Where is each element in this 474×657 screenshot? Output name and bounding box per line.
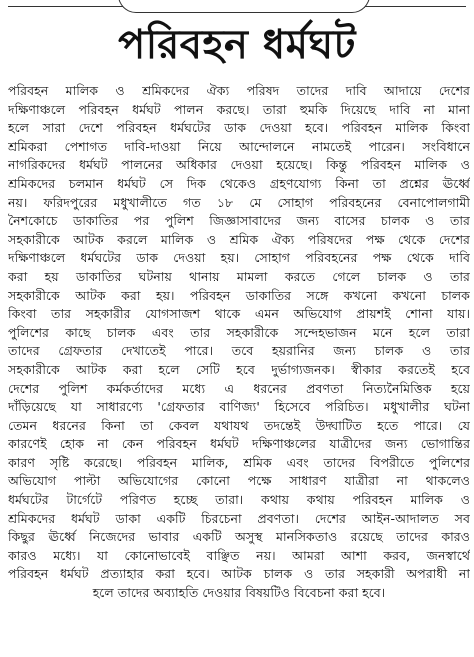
article-line: পরিবহন মালিক ও শ্রমিকদের ঐক্য পরিষদ তাদের দাবি আদায়ে দেশের — [8, 83, 470, 98]
article-line: পরিবহন ধর্মঘট প্রত্যাহার করা হবে। আটক চালক ও তার সহকারী অপরাধী না — [8, 566, 470, 582]
article-line: পুলিশের কাছে চালক এবং তার সহকারীকে সন্দেহভাজন মনে হলে তারা — [8, 324, 470, 340]
article-line: অভিযোগ পাল্টা অভিযোগের কোনো পক্ষে সাধারণ যাত্রীরা না থাকলেও — [8, 473, 470, 489]
article-line: কারণ সৃষ্টি করেছে। পরিবহন মালিক, শ্রমিক এবং তাদের বিপরীতে পুলিশের — [8, 454, 470, 470]
article-line: কারণেই হোক না কেন পরিবহন ধর্মঘট দক্ষিণাঞ্চলের যাত্রীদের জন্য ভোগান্তির — [8, 436, 470, 452]
article-line: সহকারীকে আটক করা হলে সেটি হবে দুর্ভাগ্যজনক। স্বীকার করতেই হবে — [8, 361, 470, 377]
article-line: তাদের গ্রেফতার দেখাতেই পারে। তবে হয়রানির জন্য চালক ও তার — [8, 343, 470, 359]
article-line: নৈশকোচে ডাকাতির পর পুলিশ জিজ্ঞাসাবাদের জন্য বাসের চালক ও তার — [8, 213, 470, 229]
top-border-tab — [118, 0, 370, 13]
article-line: কারও মধ্যে। যা কোনোভাবেই বাঞ্ছিত নয়। আমরা আশা করব, জনস্বার্থে — [8, 547, 470, 563]
article-line: ধর্মঘটের টার্গেটে পরিণত হচ্ছে তারা। কথায় কথায় পরিবহন মালিক ও — [8, 492, 470, 508]
article-line: দক্ষিণাঞ্চলে ধর্মঘটের ডাক দেওয়া হয়। সোহাগ পরিবহনের পক্ষ থেকে দাবি — [8, 250, 470, 266]
article-line: নাগরিকদের ধর্মঘট পালনের অধিকার দেওয়া হয়েছে। কিন্তু পরিবহন মালিক ও — [8, 157, 470, 173]
article-line: কিছুর ঊর্ধ্বে নিজেদের ভাবার একটি অসুস্থ মানসিকতাও রয়েছে তাদের কারও — [8, 529, 470, 545]
article-line: নয়। ফরিদপুরের মধুখালীতে গত ১৮ মে সোহাগ পরিবহনের বেনাপোলগামী — [8, 194, 470, 210]
article-body — [8, 82, 470, 603]
article-headline: পরিবহন ধর্মঘট — [118, 22, 356, 68]
article-line: দেশের পুলিশ কর্মকর্তাদের মধ্যে এ ধরনের প্রবণতা নিত্যনৈমিত্তিক হয়ে — [8, 380, 470, 396]
article-line: দক্ষিণাঞ্চলে পরিবহন ধর্মঘট পালন করছে। তারা হুমকি দিয়েছে দাবি না মানা — [8, 101, 470, 117]
article-line: হলে তাদের অব্যাহতি দেওয়ার বিষয়টিও বিবেচনা করা হবে। — [92, 585, 386, 601]
article-line: শ্রমিকরা পেশাগত দাবি-দাওয়া নিয়ে আন্দোলনে নামতেই পারেন। সংবিধানে — [8, 138, 470, 154]
article-line: কিংবা তার সহকারীর যোগসাজশ থাকে এমন অভিযোগ প্রায়শই শোনা যায়। — [8, 306, 470, 322]
article-line: তেমন ধরনের কিনা তা কেবল যথাযথ তদন্তেই উদ্ঘাটিত হতে পারে। যে — [8, 417, 470, 433]
article-line: করা হয় ডাকাতির ঘটনায় থানায় মামলা করতে গেলে চালক ও তার — [8, 268, 470, 284]
article-line: হলে সারা দেশে পরিবহন ধর্মঘটের ডাক দেওয়া হবে। পরিবহন মালিক কিংবা — [8, 120, 470, 136]
article-line: সহকারীকে আটক করা হয়। পরিবহন ডাকাতির সঙ্গে কখনো কখনো চালক — [8, 287, 470, 303]
article-line: শ্রমিকদের চলমান ধর্মঘট সে দিক থেকেও গ্রহণযোগ্য কিনা তা প্রশ্নের ঊর্ধ্বে — [8, 175, 470, 191]
article-line: শ্রমিকদের ধর্মঘট ডাকা একটি চিরচেনা প্রবণতা। দেশের আইন-আদালত সব — [8, 510, 470, 526]
article-line: সহকারীকে আটক করলে মালিক ও শ্রমিক ঐক্য পরিষদের পক্ষ থেকে দেশের — [8, 231, 470, 247]
article-line: দাঁড়িয়েছে যা সাধারণ্যে 'গ্রেফতার বাণিজ্য' হিসেবে পরিচিত। মধুখালীর ঘটনা — [8, 399, 470, 415]
